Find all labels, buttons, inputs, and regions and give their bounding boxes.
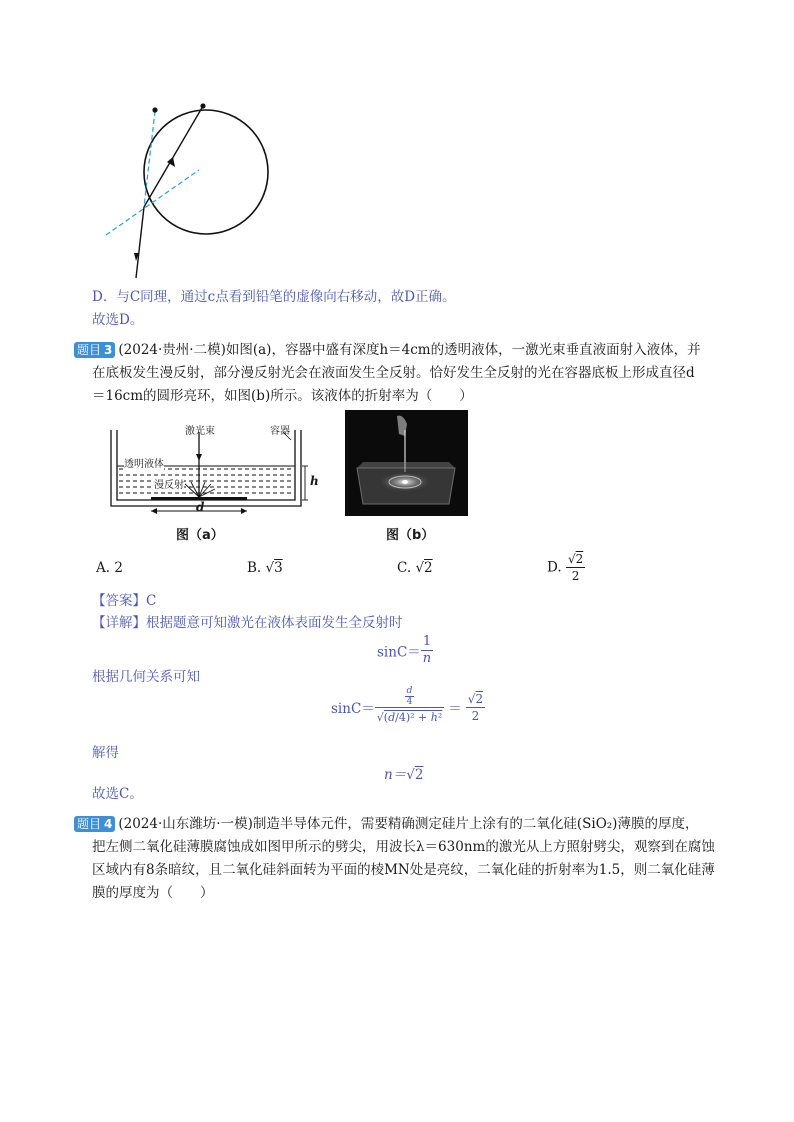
figure-b-photo: [345, 410, 468, 516]
q3-line1-text: 如图(a)，容器中盛有深度h＝4cm的透明液体，一激光束垂直液面射入液体，并: [225, 342, 701, 358]
q4-badge: 题目 4: [74, 816, 115, 832]
equation-2: sinC＝ $\frac{\frac{d}{4}}{\text{√(d/4)² + h²}}$ ＝ $\frac{√2}{2}$: [331, 686, 484, 724]
q4-source: (2024·山东潍坊·一模): [118, 816, 253, 832]
q3-line2: 在底板发生漫反射，部分漫反射光会在液面发生全反射。恰好发生全反射的光在容器底板上形成直径d: [92, 365, 695, 381]
q3-geometry-text: 根据几何关系可知: [92, 669, 200, 685]
equation-1: sinC＝ $\frac{1}{n}$: [377, 634, 432, 666]
q3-conclusion: 故选C。: [92, 786, 143, 802]
diffuse-rays: [185, 482, 215, 497]
fig-a-label-h: h: [310, 474, 319, 488]
incident-ray: [144, 106, 203, 207]
q3-answer: 【答案】C: [92, 593, 157, 609]
pencil-tip-point: [200, 103, 205, 108]
equation-3: n＝√2: [384, 767, 424, 783]
option-d: D. $\frac{√2}{2}$: [547, 552, 584, 583]
option-c: C. √2: [397, 560, 433, 576]
fig-a-label-laser: 激光束: [185, 426, 215, 437]
q3-line3: ＝16cm的圆形亮环，如图(b)所示。该液体的折射率为（ ）: [92, 388, 473, 404]
q3-detail-head: 【详解】根据题意可知激光在液体表面发生全反射时: [92, 615, 403, 631]
q4-line1-text: 制造半导体元件，需要精确测定硅片上涂有的二氧化硅(SiO₂)薄膜的厚度，: [252, 816, 699, 832]
dashed-tangent-line: [106, 170, 199, 235]
q4-line1: [74, 813, 698, 836]
d-arrow-left: [151, 508, 157, 514]
fig-b-caption: 图（b）: [386, 528, 435, 543]
glass-circle: [144, 110, 268, 234]
q3-source: (2024·贵州·二模): [118, 342, 226, 358]
q4-line4: 膜的厚度为（ ）: [92, 885, 214, 901]
q4-line3: 区域内有8条暗纹，且二氧化硅斜面转为平面的棱MN处是亮纹，二氧化硅的折射率为1.5，则二氧化硅薄: [92, 862, 715, 878]
fig-a-label-diffuse: 漫反射: [154, 476, 184, 491]
photo-illustration: [345, 410, 468, 516]
fig-a-caption: 图（a）: [176, 528, 224, 543]
option-a: A. 2: [96, 560, 123, 576]
pencil-point: [152, 107, 157, 112]
q4-line2: 把左侧二氧化硅薄膜腐蚀成如图甲所示的劈尖，用波长λ＝630nm的激光从上方照射劈尖，观察到在腐蚀: [92, 839, 715, 855]
refracted-ray: [136, 207, 144, 278]
d-arrow-right: [241, 508, 247, 514]
prev-solution-line1: D．与C同理，通过c点看到铅笔的虚像向右移动，故D正确。: [92, 289, 456, 305]
q3-badge: 题目 3: [74, 342, 115, 358]
circle-refraction-figure: [95, 95, 280, 285]
fig-a-label-liquid: 透明液体: [124, 455, 164, 470]
option-b: B. √3: [247, 560, 283, 576]
option-b-radicand: 3: [274, 560, 283, 576]
fig-a-label-d: d: [196, 500, 205, 514]
q3-line1: [74, 339, 701, 362]
option-c-radicand: 2: [424, 560, 433, 576]
laser-arrow: [196, 454, 202, 461]
q3-solve-text: 解得: [92, 745, 119, 761]
prev-solution-line2: 故选D。: [92, 312, 144, 328]
fig-a-label-container: 容器: [270, 426, 290, 437]
